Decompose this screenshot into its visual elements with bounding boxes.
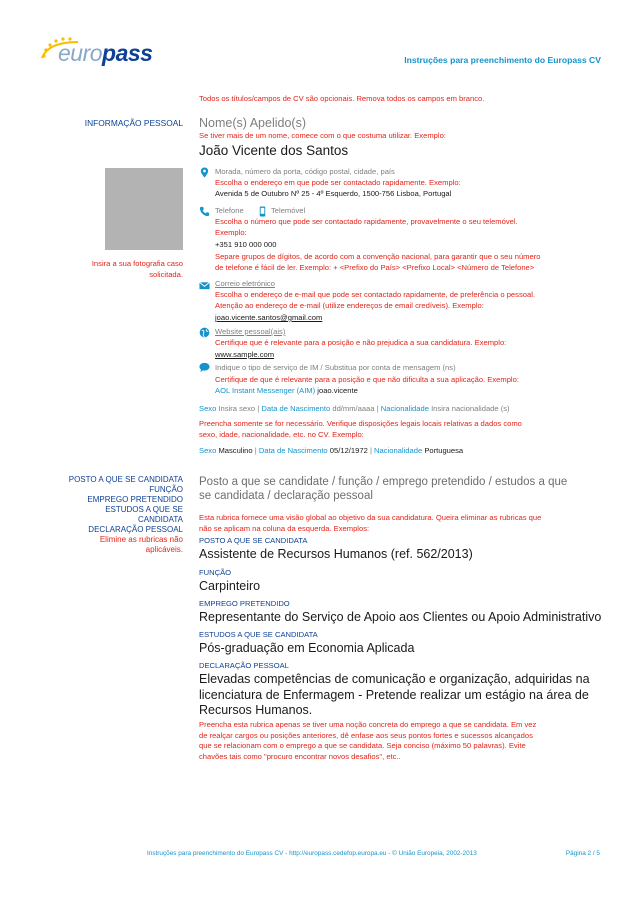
location-pin-icon [199, 167, 210, 178]
address-hint: Escolha o endereço em que pode ser contactado rapidamente. Exemplo: [215, 178, 461, 187]
email-hint2: Atenção ao endereço de e-mail (utilize endereços de email credíveis). Exemplo: [215, 301, 484, 310]
phone-note1: Separe grupos de dígitos, de acordo com a convenção nacional, para garantir que o seu número [215, 252, 541, 261]
item-emprego-value: Representante do Serviço de Apoio aos Clientes ou Apoio Administrativo [199, 610, 602, 624]
item-emprego-label: EMPREGO PRETENDIDO [199, 599, 290, 608]
im-value: joao.vicente [317, 386, 358, 395]
logo-euro-text: euro [58, 40, 103, 66]
demographics-hint2: sexo, idade, nacionalidade, etc. no CV. Exemplo: [199, 430, 364, 439]
demographics-template: Sexo Insira sexo | Data de Nascimento dd/mm/aaaa | Nacionalidade Insira nacionalidade (s) [199, 404, 510, 413]
position-hint: Esta rubrica fornece uma visão global ao objetivo da sua candidatura. Queira eliminar as rubricas que não se aplicam na coluna da esquerda. Exemplos: [199, 513, 542, 533]
im-service: AOL Instant Messenger (AIM) [215, 386, 316, 395]
email-hint1: Escolha o endereço de e-mail que pode ser contactado rapidamente, de preferência o pessoal. [215, 290, 535, 299]
statement-label: DECLARAÇÃO PESSOAL [199, 661, 289, 670]
name-value: João Vicente dos Santos [199, 143, 349, 158]
address-label: Morada, número da porta, código postal, cidade, país [215, 167, 395, 176]
website-label: Website pessoal(ais) [215, 327, 286, 336]
personal-section-label: INFORMAÇÃO PESSOAL [84, 118, 183, 128]
demographics-example: Sexo Masculino | Data de Nascimento 05/12/1972 | Nacionalidade Portuguesa [199, 446, 464, 455]
phone-icon [199, 206, 210, 217]
website-hint: Certifique que é relevante para a posição e não prejudica a sua candidatura. Exemplo: [215, 338, 507, 347]
name-hint: Se tiver mais de um nome, comece com o que costuma utilizar. Exemplo: [199, 131, 446, 140]
im-label: Indique o tipo de serviço de IM / Substitua por conta de mensagem (ns) [215, 363, 456, 372]
im-hint: Certifique de que é relevante para a posição e que não dificulta a sua aplicação. Exemplo: [215, 375, 519, 384]
email-value[interactable]: joao.vicente.santos@gmail.com [215, 313, 323, 322]
im-example [215, 386, 358, 397]
phone-label: Telefone [215, 206, 244, 215]
website-value[interactable]: www.sample.com [215, 350, 275, 359]
phone-hint2: Exemplo: [215, 228, 247, 237]
top-note: Todos os títulos/campos de CV são opcionais. Remova todos os campos em branco. [199, 94, 485, 103]
email-icon [199, 280, 210, 291]
demographics-hint1: Preencha somente se for necessário. Verifique disposições legais locais relativas a dados como [199, 419, 522, 428]
item-estudos-label: ESTUDOS A QUE SE CANDIDATA [199, 630, 318, 639]
phone-note2: de telefone é fácil de ler. Exemplo: + <Prefixo do País> <Prefixo Local> <Número de Telefone> [215, 263, 535, 272]
photo-placeholder [105, 168, 183, 250]
chat-bubble-icon [199, 362, 210, 373]
item-posto-label: POSTO A QUE SE CANDIDATA [199, 536, 308, 545]
email-label: Correio eletrónico [215, 279, 275, 288]
phone-hint1: Escolha o número que pode ser contactado rapidamente, provavelmente o seu telemóvel. [215, 217, 518, 226]
statement-text: Elevadas competências de comunicação e organização, adquiridas na licenciatura de Enfermagem - Pretende realizar um estágio na área de Recursos Humanos. [199, 672, 590, 717]
mobile-phone-icon [257, 206, 268, 217]
header-title: Instruções para preenchimento do Europass CV [404, 55, 601, 65]
footer-page: Página 2 / 5 [565, 850, 600, 857]
logo-pass-text: pass [102, 40, 153, 66]
item-estudos-value: Pós-graduação em Economia Aplicada [199, 641, 415, 655]
footer-text: Instruções para preenchimento do Europass CV - http://europass.cedefop.europa.eu - © União Europeia, 2002-2013 [147, 850, 477, 857]
position-left-labels: POSTO A QUE SE CANDIDATA FUNÇÃO EMPREGO PRETENDIDO ESTUDOS A QUE SE CANDIDATA DECLARAÇÃO PESSOAL Elimine as rubricas não aplicáveis. [68, 475, 183, 554]
photo-note: Insira a sua fotografia caso solicitada. [91, 259, 183, 279]
item-funcao-value: Carpinteiro [199, 579, 261, 593]
item-posto-value: Assistente de Recursos Humanos (ref. 562/2013) [199, 547, 473, 561]
phone-value: +351 910 000 000 [215, 240, 277, 249]
name-label: Nome(s) Apelido(s) [199, 116, 306, 130]
mobile-label: Telemóvel [271, 206, 306, 215]
europass-logo [38, 34, 168, 70]
address-value: Avenida 5 de Outubro Nº 25 - 4º Esquerdo, 1500-756 Lisboa, Portugal [215, 189, 452, 198]
position-heading: Posto a que se candidate / função / emprego pretendido / estudos a que se candidata / declaração pessoal [199, 476, 568, 502]
statement-hint: Preencha esta rubrica apenas se tiver uma noção concreta do emprego a que se candidata. Em vez de realçar cargos ou posições anteriores, dê enfase aos seus pontos fortes e sucessos alcançados que se relacionam com o emprego a que se candidata. Seja conciso (máximo 50 palavras). Evite chavões tais como "procuro encontrar novos desafios", etc.. [199, 720, 537, 761]
website-globe-icon [199, 327, 210, 338]
item-funcao-label: FUNÇÃO [199, 568, 232, 577]
